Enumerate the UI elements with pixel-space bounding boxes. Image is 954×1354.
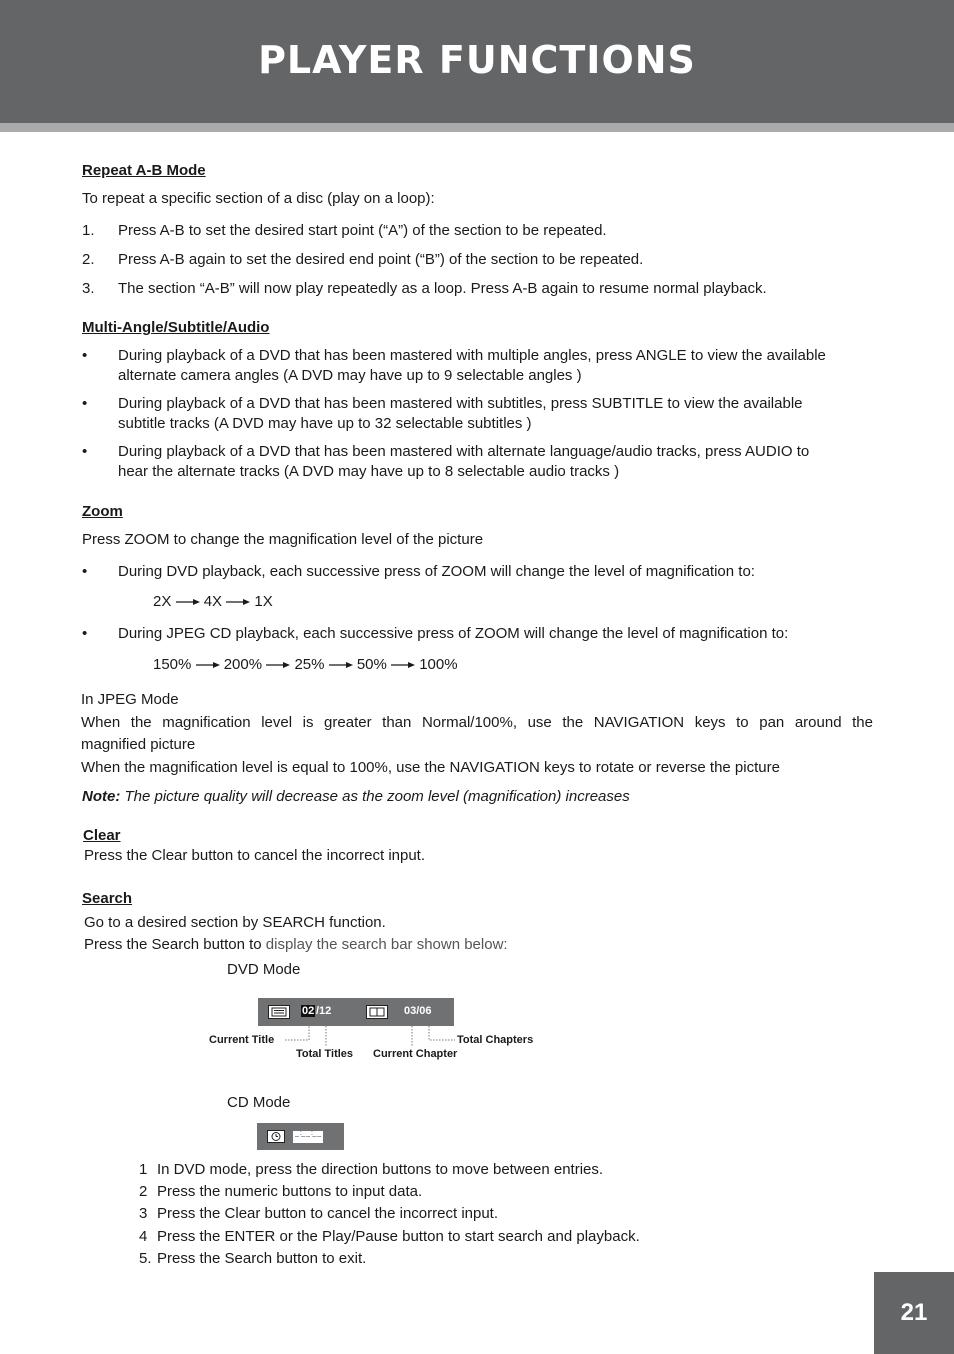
- page-number: 21: [874, 1272, 954, 1354]
- zoom-heading: Zoom: [82, 503, 123, 520]
- rotate-text: When the magnification level is equal to 100%, use the NAVIGATION keys to rotate or reverse the picture: [81, 759, 780, 776]
- bullet: •: [82, 443, 88, 460]
- label-total-chapters: Total Chapters: [457, 1034, 534, 1046]
- jpeg-mode-label: In JPEG Mode: [81, 691, 179, 708]
- bullet: •: [82, 625, 88, 642]
- clock-icon: [267, 1130, 285, 1143]
- header-strip: [0, 123, 954, 132]
- search-line-part: display the search bar shown below:: [261, 936, 508, 953]
- chapter-icon: [366, 1005, 388, 1019]
- bullet: •: [82, 347, 88, 364]
- list-item: Press the Search button to exit.: [157, 1250, 367, 1267]
- zoom-step: 4X: [203, 593, 223, 610]
- zoom-step: 2X: [153, 593, 172, 610]
- arrow-right-icon: [329, 661, 353, 669]
- list-item: During playback of a DVD that has been mastered with multiple angles, press ANGLE to view the available: [118, 347, 826, 364]
- list-item-cont: alternate camera angles (A DVD may have up to 9 selectable angles ): [118, 367, 582, 384]
- zoom-intro: Press ZOOM to change the magnification level of the picture: [82, 531, 484, 548]
- label-total-titles: Total Titles: [296, 1048, 354, 1060]
- arrow-right-icon: [196, 661, 220, 669]
- list-number: 3.: [82, 280, 95, 297]
- zoom-sequence-jpeg: [153, 655, 458, 674]
- repeat-intro: To repeat a specific section of a disc (play on a loop):: [82, 190, 435, 207]
- list-item: Press the ENTER or the Play/Pause button to start search and playback.: [157, 1228, 640, 1245]
- list-number: 4: [139, 1228, 148, 1245]
- search-line: [84, 935, 508, 954]
- search-heading: Search: [82, 890, 133, 907]
- search-line: Go to a desired section by SEARCH function.: [84, 914, 386, 931]
- note-text: The picture quality will decrease as the zoom level (magnification) increases: [120, 788, 630, 805]
- cd-time-text: _ :_ _ :_ _: [295, 1131, 321, 1137]
- list-item: In DVD mode, press the direction buttons to move between entries.: [157, 1161, 604, 1178]
- multi-heading: Multi-Angle/Subtitle/Audio: [82, 319, 270, 336]
- arrow-right-icon: [391, 661, 415, 669]
- arrow-right-icon: [266, 661, 290, 669]
- clear-heading: Clear: [83, 827, 121, 844]
- clear-text: Press the Clear button to cancel the incorrect input.: [84, 847, 426, 864]
- label-current-chapter: Current Chapter: [373, 1048, 458, 1060]
- list-number: 2.: [82, 251, 95, 268]
- list-number: 1.: [82, 222, 95, 239]
- zoom-note: [82, 787, 630, 806]
- arrow-right-icon: [176, 598, 200, 606]
- list-item: During playback of a DVD that has been mastered with subtitles, press SUBTITLE to view the available: [118, 395, 803, 412]
- list-number: 2: [139, 1183, 148, 1200]
- list-item: Press A-B again to set the desired end point (“B”) of the section to be repeated.: [118, 251, 644, 268]
- bullet: •: [82, 563, 88, 580]
- bullet: •: [82, 395, 88, 412]
- zoom-step: 1X: [254, 593, 273, 610]
- list-item: The section “A-B” will now play repeatedly as a loop. Press A-B again to resume normal playback.: [118, 280, 767, 297]
- page-title: PLAYER FUNCTIONS: [258, 38, 696, 82]
- total-titles-field: /12: [316, 1005, 332, 1017]
- zoom-step: 50%: [356, 656, 387, 673]
- current-title-field: 02: [302, 1005, 315, 1017]
- pan-text-cont: magnified picture: [81, 736, 196, 753]
- search-line-part: Press the Search button to: [84, 936, 262, 953]
- list-number: 5.: [139, 1250, 152, 1267]
- list-item: Press A-B to set the desired start point (“A”) of the section to be repeated.: [118, 222, 607, 239]
- list-item-cont: subtitle tracks (A DVD may have up to 32 selectable subtitles ): [118, 415, 532, 432]
- list-item-cont: hear the alternate tracks (A DVD may have up to 8 selectable audio tracks ): [118, 463, 620, 480]
- arrow-right-icon: [226, 598, 250, 606]
- list-number: 1: [139, 1161, 148, 1178]
- cd-search-bar: [257, 1123, 344, 1150]
- chapter-field: 03/06: [404, 1005, 432, 1017]
- zoom-step: 25%: [294, 656, 325, 673]
- pan-text: When the magnification level is greater than Normal/100%, use the NAVIGATION keys to pan around the: [81, 714, 873, 731]
- cd-mode-label: CD Mode: [227, 1094, 291, 1111]
- cd-time-field: [293, 1131, 323, 1143]
- zoom-step: 200%: [223, 656, 263, 673]
- list-item: Press the numeric buttons to input data.: [157, 1183, 423, 1200]
- note-label: Note:: [82, 788, 121, 805]
- list-number: 3: [139, 1205, 148, 1222]
- zoom-sequence-dvd: [153, 592, 273, 611]
- list-item: During DVD playback, each successive press of ZOOM will change the level of magnification to:: [118, 563, 755, 580]
- zoom-step: 100%: [419, 656, 458, 673]
- list-item: During JPEG CD playback, each successive press of ZOOM will change the level of magnification to:: [118, 625, 789, 642]
- list-item: Press the Clear button to cancel the incorrect input.: [157, 1205, 499, 1222]
- repeat-heading: Repeat A-B Mode: [82, 162, 206, 179]
- title-icon: [268, 1005, 290, 1019]
- label-current-title: Current Title: [209, 1034, 275, 1046]
- zoom-step: 150%: [153, 656, 192, 673]
- list-item: During playback of a DVD that has been mastered with alternate language/audio tracks, press AUDIO to: [118, 443, 810, 460]
- dvd-mode-label: DVD Mode: [227, 961, 301, 978]
- dvd-search-bar: [258, 998, 454, 1026]
